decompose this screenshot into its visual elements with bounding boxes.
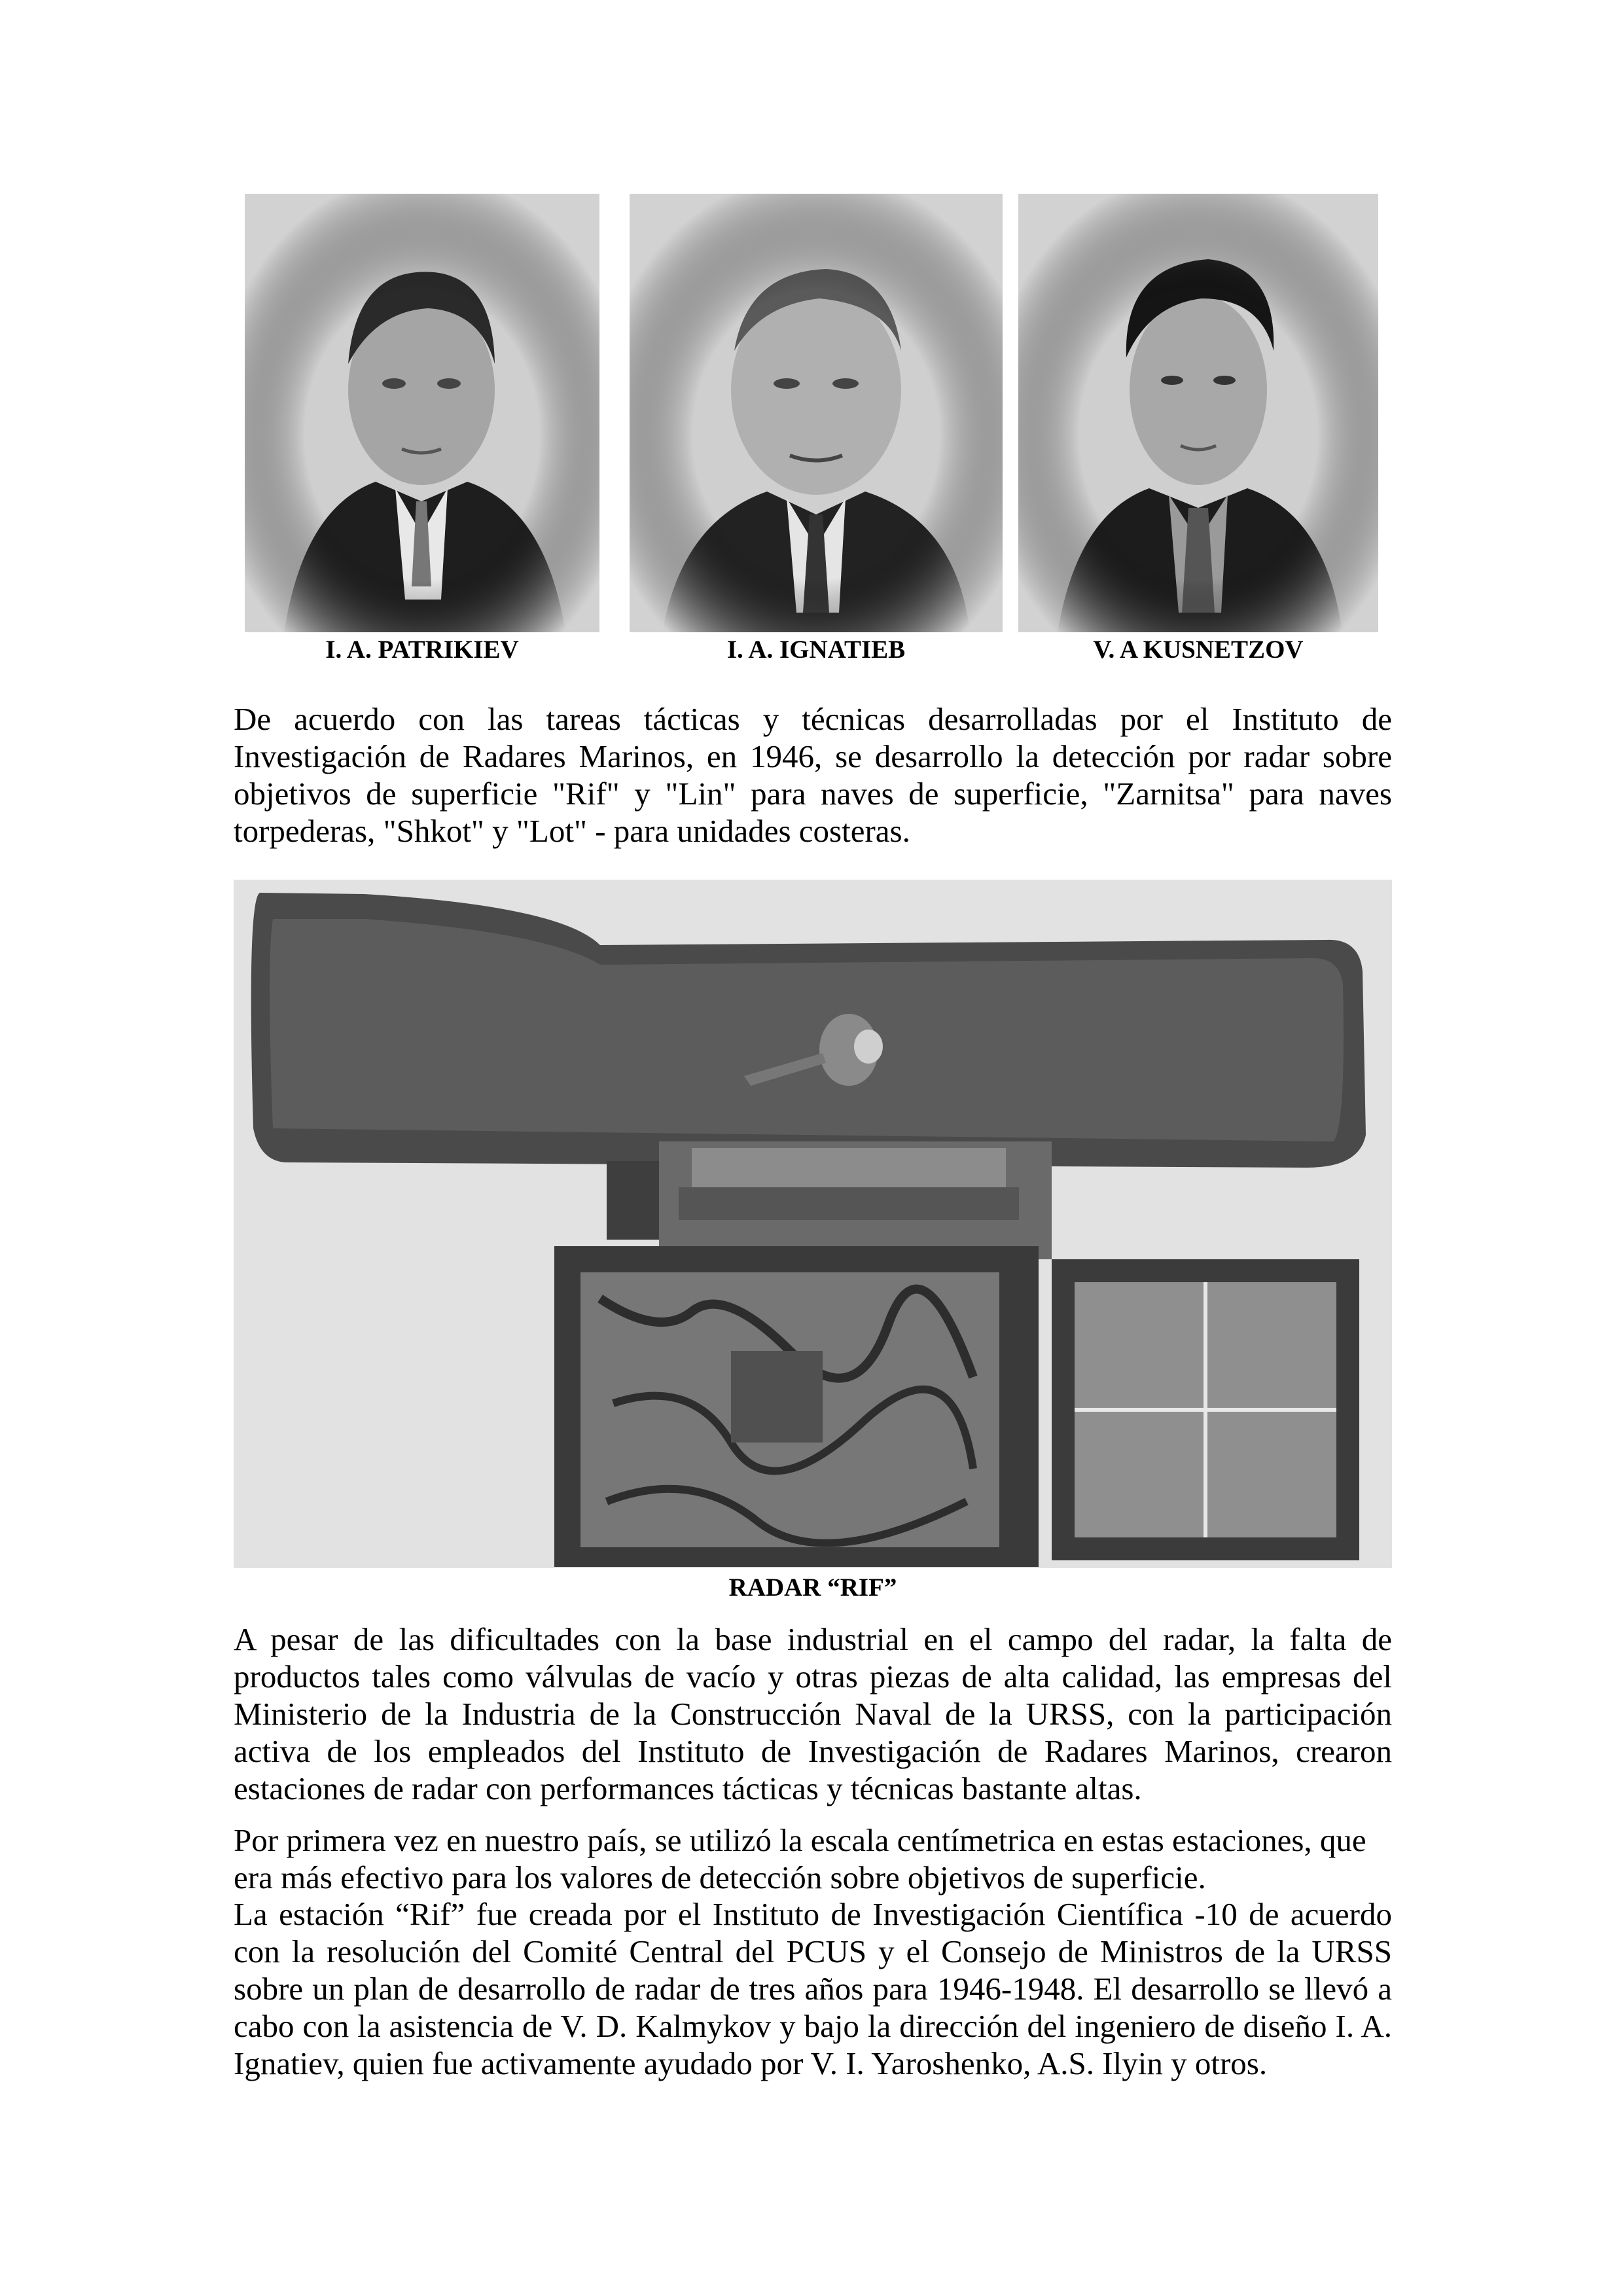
portrait-patrikiev [245,194,599,632]
radar-caption: RADAR “RIF” [728,1573,897,1602]
portrait-caption-patrikiev: I. A. PATRIKIEV [325,636,519,664]
body-paragraph-3: La estación “Rif” fue creada por el Instituto de Investigación Científica -10 de acuerdo con la resolución del Comité Central del PCUS y el Consejo de Ministros de la URSS sobre un plan de desarrollo de radar de tres años para 1946-1948. El desarrollo se llevó a cabo con la asistencia de V. D. Kalmykov y bajo la dirección del ingeniero de diseño I. A. Ignatiev, quien fue activamente ayudado por V. I. Yaroshenko, A.S. Ilyin y otros. [234,1896,1392,2081]
portrait-ignatieb [630,194,1003,632]
intro-paragraph: De acuerdo con las tareas tácticas y técnicas desarrolladas por el Instituto de Investigación de Radares Marinos, en 1946, se desarrollo la detección por radar sobre objetivos de superficie "Rif" y "Lin" para naves de superficie, "Zarnitsa" para naves torpederas, "Shkot" y "Lot" - para unidades costeras. [234,701,1392,849]
body-paragraph-2: Por primera vez en nuestro país, se utilizó la escala centímetrica en estas estaciones, que era más efectivo para los valores de detección sobre objetivos de superficie. [234,1822,1366,1895]
radar-rif-photo [234,880,1392,1568]
body-paragraph-1: A pesar de las dificultades con la base industrial en el campo del radar, la falta de productos tales como válvulas de vacío y otras piezas de alta calidad, las empresas del Ministerio de la Industria de la Construcción Naval de la URSS, con la participación activa de los empleados del Instituto de Investigación de Radares Marinos, crearon estaciones de radar con performances tácticas y técnicas bastante altas. [234,1621,1392,1806]
portrait-caption-kusnetzov: V. A KUSNETZOV [1093,636,1304,664]
portrait-kusnetzov [1018,194,1378,632]
portrait-caption-ignatieb: I. A. IGNATIEB [726,636,906,664]
